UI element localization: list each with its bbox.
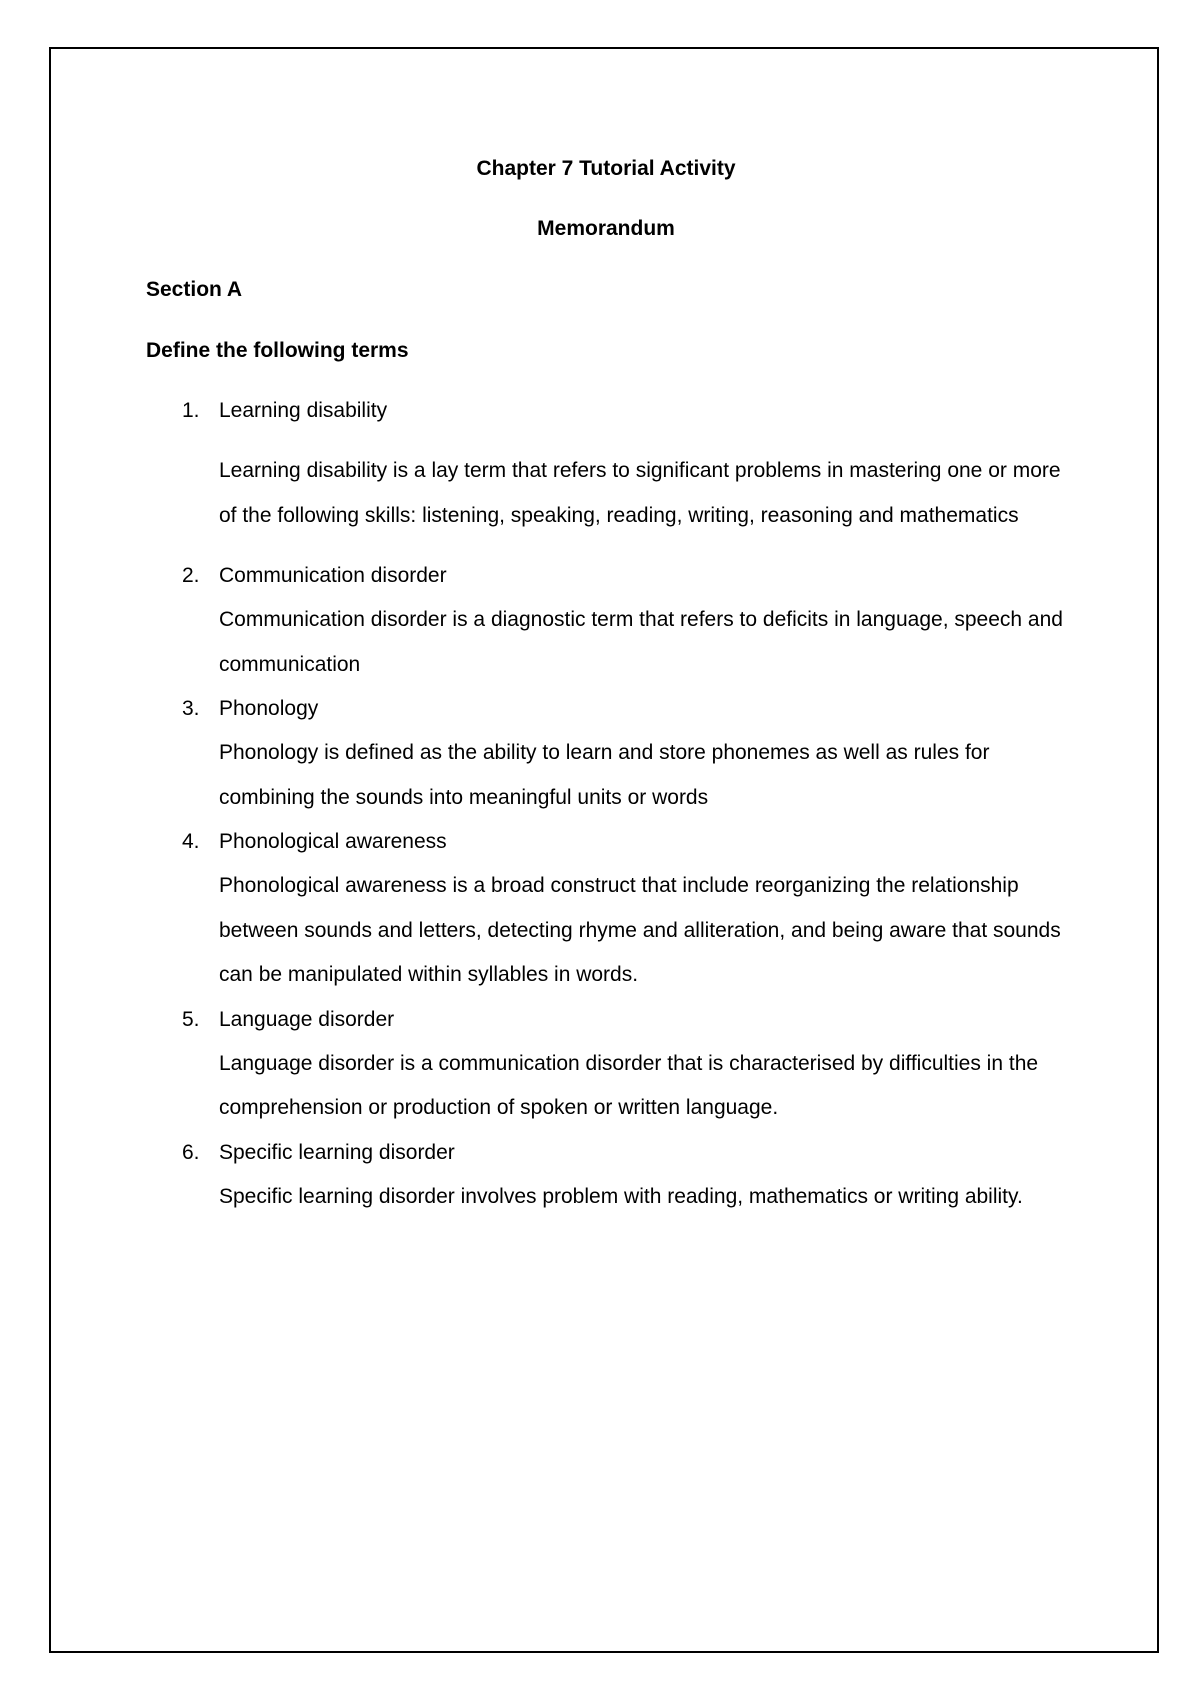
term-number: 5. <box>182 1007 200 1031</box>
term-definition: Phonological awareness is a broad construct that include reorganizing the relationship between sounds and letters, detecting rhyme and alliteration, and being aware that sounds can be manipulated within syllables in words. <box>219 874 1061 986</box>
term-number: 6. <box>182 1140 200 1164</box>
term-item-learning-disability <box>146 389 1066 538</box>
term-item-language-disorder <box>146 998 1066 1131</box>
term-item-phonology <box>146 687 1066 820</box>
term-item-phonological-awareness <box>146 820 1066 998</box>
document-body <box>146 147 1066 1219</box>
term-definition: Learning disability is a lay term that refers to significant problems in mastering one or more of the following skills: listening, speaking, reading, writing, reasoning and mathematics <box>219 459 1061 527</box>
term-item-communication-disorder <box>146 554 1066 687</box>
document-title: Chapter 7 Tutorial Activity <box>476 157 736 180</box>
term-number: 4. <box>182 830 200 853</box>
term-definition: Phonology is defined as the ability to learn and store phonemes as well as rules for combining the sounds into meaningful units or words <box>219 741 990 809</box>
term-item-specific-learning-disorder <box>146 1131 1066 1220</box>
term-name: Learning disability <box>219 399 388 422</box>
section-heading: Section A <box>146 278 243 301</box>
term-number: 3. <box>182 697 200 720</box>
document-subtitle: Memorandum <box>537 217 675 240</box>
term-name: Phonological awareness <box>219 830 447 853</box>
term-definition: Communication disorder is a diagnostic term that refers to deficits in language, speech and communication <box>219 608 1063 676</box>
term-name: Communication disorder <box>219 564 447 587</box>
instruction-text: Define the following terms <box>146 339 409 362</box>
term-number: 1. <box>182 399 200 422</box>
term-number: 2. <box>182 564 200 587</box>
term-definition: Language disorder is a communication disorder that is characterised by difficulties in the comprehension or production of spoken or written language. <box>219 1051 1039 1119</box>
term-name: Language disorder <box>219 1007 395 1031</box>
term-definition: Specific learning disorder involves problem with reading, mathematics or writing ability. <box>219 1184 1023 1208</box>
term-name: Specific learning disorder <box>219 1140 455 1164</box>
term-list <box>146 389 1066 1219</box>
term-name: Phonology <box>219 697 319 720</box>
